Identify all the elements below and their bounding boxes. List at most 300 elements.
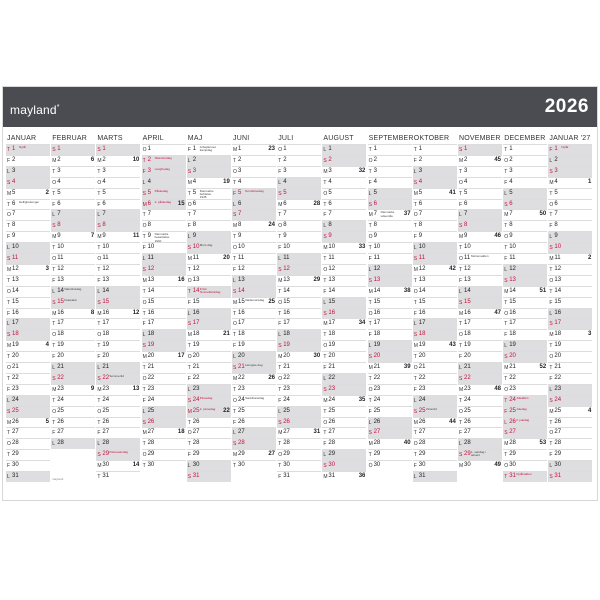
weekday-letter: L bbox=[368, 266, 372, 273]
day-number: 8 bbox=[328, 222, 332, 229]
note-label: Helligtrekonger bbox=[19, 199, 40, 204]
day-cell bbox=[277, 231, 321, 242]
day-number: 21 bbox=[147, 364, 155, 370]
day-number: 4 bbox=[509, 178, 513, 185]
day-number: 24 bbox=[418, 396, 426, 403]
day-cell bbox=[51, 199, 95, 210]
week-number: 31 bbox=[313, 429, 321, 436]
day-cell bbox=[322, 166, 366, 177]
day-number: 24 bbox=[328, 396, 336, 403]
weekday-letter: O bbox=[459, 179, 463, 186]
day-number: 26 bbox=[238, 418, 245, 425]
day-cell bbox=[503, 275, 547, 286]
weekday-letter: F bbox=[368, 332, 372, 339]
day-number: 23 bbox=[418, 385, 426, 392]
day-cell bbox=[142, 351, 186, 362]
day-number: 2 bbox=[464, 156, 468, 163]
day-number: 1 bbox=[554, 146, 558, 152]
weekday-letter: T bbox=[52, 343, 56, 350]
day-cell bbox=[413, 177, 457, 188]
day-cell bbox=[232, 329, 276, 340]
day-number: 4 bbox=[238, 178, 242, 185]
day-number: 7 bbox=[418, 211, 423, 218]
week-number: 5 bbox=[45, 418, 49, 425]
weekday-letter: O bbox=[142, 223, 147, 230]
day-number: 22 bbox=[464, 374, 471, 381]
day-cell bbox=[6, 427, 50, 438]
month-name: SEPTEMBER bbox=[368, 135, 414, 142]
day-cell bbox=[142, 286, 186, 297]
day-number: 11 bbox=[147, 255, 154, 261]
weekday-letter: S bbox=[52, 375, 56, 382]
weekday-letter: T bbox=[7, 430, 11, 437]
weekday-letter: F bbox=[278, 474, 282, 480]
day-number: 9 bbox=[12, 233, 16, 240]
weekday-letter: S bbox=[549, 397, 553, 404]
day-cell bbox=[322, 264, 366, 275]
day-cell bbox=[458, 340, 502, 351]
day-number: 2 bbox=[102, 156, 106, 163]
day-cell bbox=[368, 155, 412, 166]
month-column bbox=[503, 132, 548, 498]
weekday-letter: S bbox=[323, 157, 327, 164]
weekday-letter: M bbox=[323, 397, 328, 404]
weekday-letter: M bbox=[504, 441, 509, 448]
day-cell bbox=[187, 177, 231, 188]
day-cell bbox=[142, 297, 186, 308]
weekday-letter: S bbox=[459, 375, 463, 382]
week-number: 39 bbox=[403, 364, 411, 370]
day-number: 1 bbox=[509, 146, 513, 152]
weekday-letter: O bbox=[413, 441, 418, 448]
day-cell bbox=[51, 220, 95, 231]
weekday-letter: M bbox=[187, 256, 192, 262]
weekday-letter: F bbox=[504, 332, 508, 339]
weekday-letter: S bbox=[52, 223, 56, 230]
day-cell bbox=[187, 199, 231, 210]
day-number: 31 bbox=[192, 473, 200, 479]
day-cell bbox=[232, 417, 276, 428]
weekday-letter: L bbox=[323, 299, 327, 306]
day-cell bbox=[96, 155, 140, 166]
weekday-letter: L bbox=[142, 256, 146, 262]
day-cell bbox=[51, 329, 95, 340]
day-cell bbox=[548, 199, 592, 210]
day-cell bbox=[277, 362, 321, 373]
day-number: 4 bbox=[57, 178, 61, 185]
weekday-letter: T bbox=[7, 201, 11, 208]
week-number: 51 bbox=[539, 287, 547, 294]
day-cell bbox=[96, 297, 140, 308]
day-cell bbox=[503, 318, 547, 329]
day-number: 22 bbox=[238, 374, 245, 381]
day-number: 17 bbox=[57, 320, 64, 327]
day-cell bbox=[6, 384, 50, 395]
day-cell bbox=[322, 460, 366, 471]
weekday-letter: F bbox=[549, 223, 553, 230]
day-number: 7 bbox=[57, 211, 61, 218]
day-number: 14 bbox=[102, 287, 110, 294]
day-number: 24 bbox=[57, 396, 64, 403]
weekday-letter: S bbox=[233, 212, 237, 219]
weekday-letter: S bbox=[97, 375, 101, 382]
day-number: 5 bbox=[102, 189, 106, 196]
weekday-letter: F bbox=[413, 463, 417, 470]
day-number: 26 bbox=[464, 418, 471, 425]
day-number: 23 bbox=[283, 385, 290, 392]
day-number: 23 bbox=[373, 385, 381, 392]
day-cell bbox=[277, 427, 321, 438]
day-cell bbox=[548, 253, 592, 264]
day-number: 6 bbox=[464, 200, 468, 207]
weekday-letter: T bbox=[52, 190, 56, 197]
day-cell bbox=[187, 351, 231, 362]
week-number: 38 bbox=[403, 287, 411, 294]
day-cell bbox=[413, 209, 457, 220]
day-cell bbox=[368, 340, 412, 351]
weekday-letter: T bbox=[368, 147, 372, 153]
weekday-letter: O bbox=[278, 452, 283, 459]
weekday-letter: M bbox=[459, 463, 464, 470]
weekday-letter: S bbox=[7, 179, 11, 186]
weekday-letter: S bbox=[368, 354, 372, 361]
day-cell bbox=[142, 438, 186, 449]
weekday-letter: M bbox=[549, 332, 554, 339]
weekday-letter: O bbox=[7, 441, 11, 448]
weekday-letter: F bbox=[549, 299, 553, 306]
day-cell bbox=[277, 188, 321, 199]
day-cell bbox=[51, 406, 95, 417]
day-number: 9 bbox=[192, 233, 197, 240]
day-number: 20 bbox=[373, 353, 381, 360]
day-cell bbox=[277, 242, 321, 253]
weekday-letter: F bbox=[278, 245, 282, 252]
weekday-letter: O bbox=[233, 245, 237, 252]
day-number: 13 bbox=[238, 276, 245, 283]
day-cell bbox=[51, 231, 95, 242]
day-cell bbox=[503, 209, 547, 220]
day-cell bbox=[368, 427, 412, 438]
week-number: 13 bbox=[132, 385, 140, 392]
day-cell bbox=[548, 460, 592, 471]
day-cell bbox=[368, 253, 412, 264]
day-number: 14 bbox=[238, 287, 245, 294]
holiday-label: Påskedag bbox=[154, 188, 168, 193]
weekday-letter: S bbox=[278, 343, 282, 350]
weekday-letter: S bbox=[413, 179, 418, 186]
weekday-letter: F bbox=[233, 266, 237, 273]
weekday-letter: S bbox=[142, 419, 146, 426]
weekday-letter: O bbox=[504, 234, 509, 241]
day-number: 25 bbox=[57, 407, 64, 414]
day-cell bbox=[96, 438, 140, 449]
weekday-letter: F bbox=[368, 179, 372, 186]
day-number: 20 bbox=[509, 353, 516, 360]
weekday-letter: F bbox=[233, 343, 237, 350]
day-number: 20 bbox=[57, 353, 64, 360]
day-cell bbox=[548, 362, 592, 373]
day-number: 11 bbox=[464, 255, 471, 261]
weekday-letter: T bbox=[97, 190, 101, 197]
day-cell bbox=[413, 231, 457, 242]
day-cell bbox=[277, 199, 321, 210]
day-number: 12 bbox=[373, 265, 381, 272]
weekday-letter: L bbox=[142, 332, 146, 339]
day-cell bbox=[96, 406, 140, 417]
day-cell bbox=[232, 199, 276, 210]
weekday-letter: O bbox=[459, 256, 463, 262]
day-number: 29 bbox=[12, 451, 19, 458]
day-number: 20 bbox=[238, 353, 245, 360]
day-cell bbox=[458, 449, 502, 460]
day-cell bbox=[458, 297, 502, 308]
weekday-letter: O bbox=[323, 266, 328, 273]
week-number: 41 bbox=[449, 189, 456, 196]
day-cell bbox=[96, 351, 140, 362]
month-name: NOVEMBER bbox=[459, 135, 501, 142]
weekday-letter: M bbox=[142, 354, 147, 361]
day-cell bbox=[503, 155, 547, 166]
day-cell bbox=[503, 351, 547, 362]
day-number: 2 bbox=[192, 156, 197, 163]
day-cell bbox=[322, 275, 366, 286]
day-cell bbox=[322, 449, 366, 460]
weekday-letter: S bbox=[278, 266, 282, 273]
note-label: Mortensaften bbox=[471, 254, 489, 258]
day-cell bbox=[503, 406, 547, 417]
weekday-letter: L bbox=[52, 365, 55, 371]
day-number: 18 bbox=[464, 331, 471, 338]
weekday-letter: M bbox=[97, 463, 102, 470]
day-cell bbox=[51, 438, 95, 449]
day-number: 5 bbox=[464, 189, 468, 196]
day-number: 9 bbox=[509, 233, 513, 240]
day-number: 14 bbox=[464, 287, 471, 294]
day-number: 2 bbox=[373, 156, 377, 163]
holiday-label: Nytårsaften bbox=[516, 472, 532, 476]
day-number: 24 bbox=[554, 396, 562, 403]
day-number: 29 bbox=[192, 451, 200, 458]
weekday-letter: L bbox=[413, 245, 417, 252]
day-number: 12 bbox=[147, 265, 155, 272]
weekday-letter: L bbox=[459, 365, 462, 371]
day-cell bbox=[458, 417, 502, 428]
day-cell bbox=[277, 373, 321, 384]
day-number: 6 bbox=[373, 200, 377, 207]
weekday-letter: S bbox=[52, 147, 56, 153]
weekday-letter: O bbox=[278, 147, 283, 153]
day-number: 29 bbox=[283, 451, 290, 458]
day-cell bbox=[187, 362, 231, 373]
day-cell bbox=[142, 188, 186, 199]
day-number: 10 bbox=[57, 244, 64, 251]
weekday-letter: L bbox=[187, 234, 191, 241]
day-cell bbox=[277, 144, 321, 155]
day-number: 13 bbox=[12, 276, 19, 283]
day-cell bbox=[232, 242, 276, 253]
day-number: 28 bbox=[12, 440, 19, 447]
day-number: 17 bbox=[147, 320, 155, 327]
weekday-letter: T bbox=[142, 157, 146, 164]
day-cell bbox=[548, 264, 592, 275]
day-number: 19 bbox=[192, 342, 200, 349]
day-number: 1 bbox=[238, 146, 242, 152]
weekday-letter: S bbox=[549, 168, 553, 175]
weekday-letter: S bbox=[413, 256, 418, 262]
day-number: 12 bbox=[57, 265, 64, 272]
week-number: 32 bbox=[358, 167, 366, 174]
weekday-letter: F bbox=[52, 430, 56, 437]
day-number: 8 bbox=[554, 222, 558, 229]
day-cell bbox=[96, 242, 140, 253]
day-number: 24 bbox=[238, 396, 245, 403]
weekday-letter: T bbox=[368, 223, 372, 230]
day-number: 25 bbox=[238, 407, 245, 414]
weekday-letter: S bbox=[97, 147, 101, 153]
weekday-letter: T bbox=[97, 343, 101, 350]
day-number: 15 bbox=[102, 298, 110, 305]
week-number: 2 bbox=[588, 255, 592, 261]
weekday-letter: T bbox=[368, 321, 372, 328]
day-cell bbox=[6, 417, 50, 428]
week-number: 43 bbox=[449, 342, 456, 349]
day-number: 6 bbox=[328, 200, 332, 207]
weekday-letter: F bbox=[549, 147, 553, 153]
weekday-letter: L bbox=[549, 234, 553, 241]
day-number: 5 bbox=[12, 189, 16, 196]
day-cell bbox=[232, 264, 276, 275]
day-number: 9 bbox=[283, 233, 287, 240]
day-number: 12 bbox=[328, 265, 336, 272]
weekday-letter: T bbox=[504, 245, 508, 252]
weekday-letter: F bbox=[504, 256, 508, 262]
day-number: 14 bbox=[373, 287, 381, 294]
day-cell bbox=[96, 329, 140, 340]
day-cell bbox=[458, 264, 502, 275]
weekday-letter: T bbox=[549, 365, 553, 371]
weekday-letter: T bbox=[142, 463, 146, 470]
weekday-letter: O bbox=[97, 256, 102, 262]
weekday-letter: F bbox=[368, 408, 372, 415]
weekday-letter: T bbox=[233, 256, 237, 262]
week-number: 20 bbox=[223, 255, 230, 261]
weekday-letter: L bbox=[7, 168, 10, 175]
weekday-letter: F bbox=[142, 168, 146, 175]
day-cell bbox=[232, 406, 276, 417]
week-number: 9 bbox=[90, 385, 95, 392]
day-cell bbox=[548, 275, 592, 286]
day-cell bbox=[187, 471, 231, 482]
weekday-letter: T bbox=[459, 419, 463, 426]
weekday-letter: M bbox=[323, 321, 328, 328]
weekday-letter: F bbox=[97, 201, 101, 208]
day-number: 18 bbox=[554, 331, 562, 338]
day-number: 13 bbox=[464, 276, 471, 283]
holiday-label: Juledag bbox=[516, 406, 527, 411]
day-cell bbox=[96, 395, 140, 406]
weekday-letter: O bbox=[187, 354, 192, 361]
weekday-letter: T bbox=[368, 375, 372, 382]
day-cell bbox=[277, 406, 321, 417]
day-cell bbox=[96, 340, 140, 351]
weekday-letter: T bbox=[368, 452, 372, 459]
day-cell bbox=[548, 318, 592, 329]
day-number: 5 bbox=[192, 189, 197, 196]
day-cell bbox=[142, 231, 186, 242]
day-number: 5 bbox=[147, 189, 151, 196]
note-label: Sankthansdag bbox=[245, 395, 265, 400]
day-number: 17 bbox=[418, 320, 426, 327]
day-cell bbox=[503, 417, 547, 428]
day-number: 7 bbox=[464, 211, 468, 218]
day-cell bbox=[503, 362, 547, 373]
day-cell bbox=[6, 188, 50, 199]
day-number: 8 bbox=[283, 222, 287, 229]
day-number: 21 bbox=[418, 364, 426, 370]
day-number: 29 bbox=[238, 451, 245, 458]
day-number: 1 bbox=[328, 146, 332, 152]
weekday-letter: L bbox=[187, 310, 191, 317]
day-number: 1 bbox=[418, 146, 423, 152]
day-cell bbox=[6, 438, 50, 449]
weekday-letter: T bbox=[413, 430, 417, 437]
day-number: 6 bbox=[418, 200, 423, 207]
weekday-letter: T bbox=[504, 397, 508, 404]
day-cell bbox=[187, 373, 231, 384]
day-number: 1 bbox=[283, 146, 287, 152]
day-number: 27 bbox=[57, 429, 64, 436]
day-number: 20 bbox=[554, 353, 562, 360]
day-cell bbox=[232, 155, 276, 166]
day-number: 28 bbox=[418, 440, 426, 447]
day-number: 25 bbox=[554, 407, 562, 414]
day-cell bbox=[232, 297, 276, 308]
day-cell bbox=[548, 340, 592, 351]
weekday-letter: L bbox=[413, 321, 417, 328]
day-number: 14 bbox=[328, 287, 336, 294]
day-cell bbox=[322, 155, 366, 166]
day-number: 31 bbox=[283, 473, 290, 479]
day-cell bbox=[277, 264, 321, 275]
weekday-letter: T bbox=[233, 310, 237, 317]
day-number: 20 bbox=[328, 353, 336, 360]
weekday-letter: S bbox=[7, 256, 11, 262]
day-number: 12 bbox=[102, 265, 110, 272]
weekday-letter: F bbox=[7, 234, 11, 241]
week-number: 30 bbox=[313, 353, 321, 360]
day-cell bbox=[458, 242, 502, 253]
day-cell bbox=[187, 220, 231, 231]
day-cell bbox=[277, 318, 321, 329]
day-number: 2 bbox=[147, 156, 151, 163]
weekday-letter: F bbox=[142, 321, 146, 328]
day-number: 25 bbox=[283, 407, 290, 414]
day-cell bbox=[548, 297, 592, 308]
day-cell bbox=[322, 297, 366, 308]
day-cell bbox=[503, 188, 547, 199]
weekday-letter: F bbox=[7, 463, 11, 470]
weekday-letter: T bbox=[278, 365, 282, 371]
day-cell bbox=[6, 471, 50, 482]
day-number: 8 bbox=[102, 222, 106, 229]
month-column bbox=[6, 132, 51, 498]
day-number: 19 bbox=[373, 342, 381, 349]
day-cell bbox=[458, 308, 502, 319]
day-number: 9 bbox=[418, 233, 423, 240]
weekday-letter: L bbox=[233, 277, 236, 284]
day-number: 14 bbox=[192, 287, 200, 294]
day-cell bbox=[503, 231, 547, 242]
